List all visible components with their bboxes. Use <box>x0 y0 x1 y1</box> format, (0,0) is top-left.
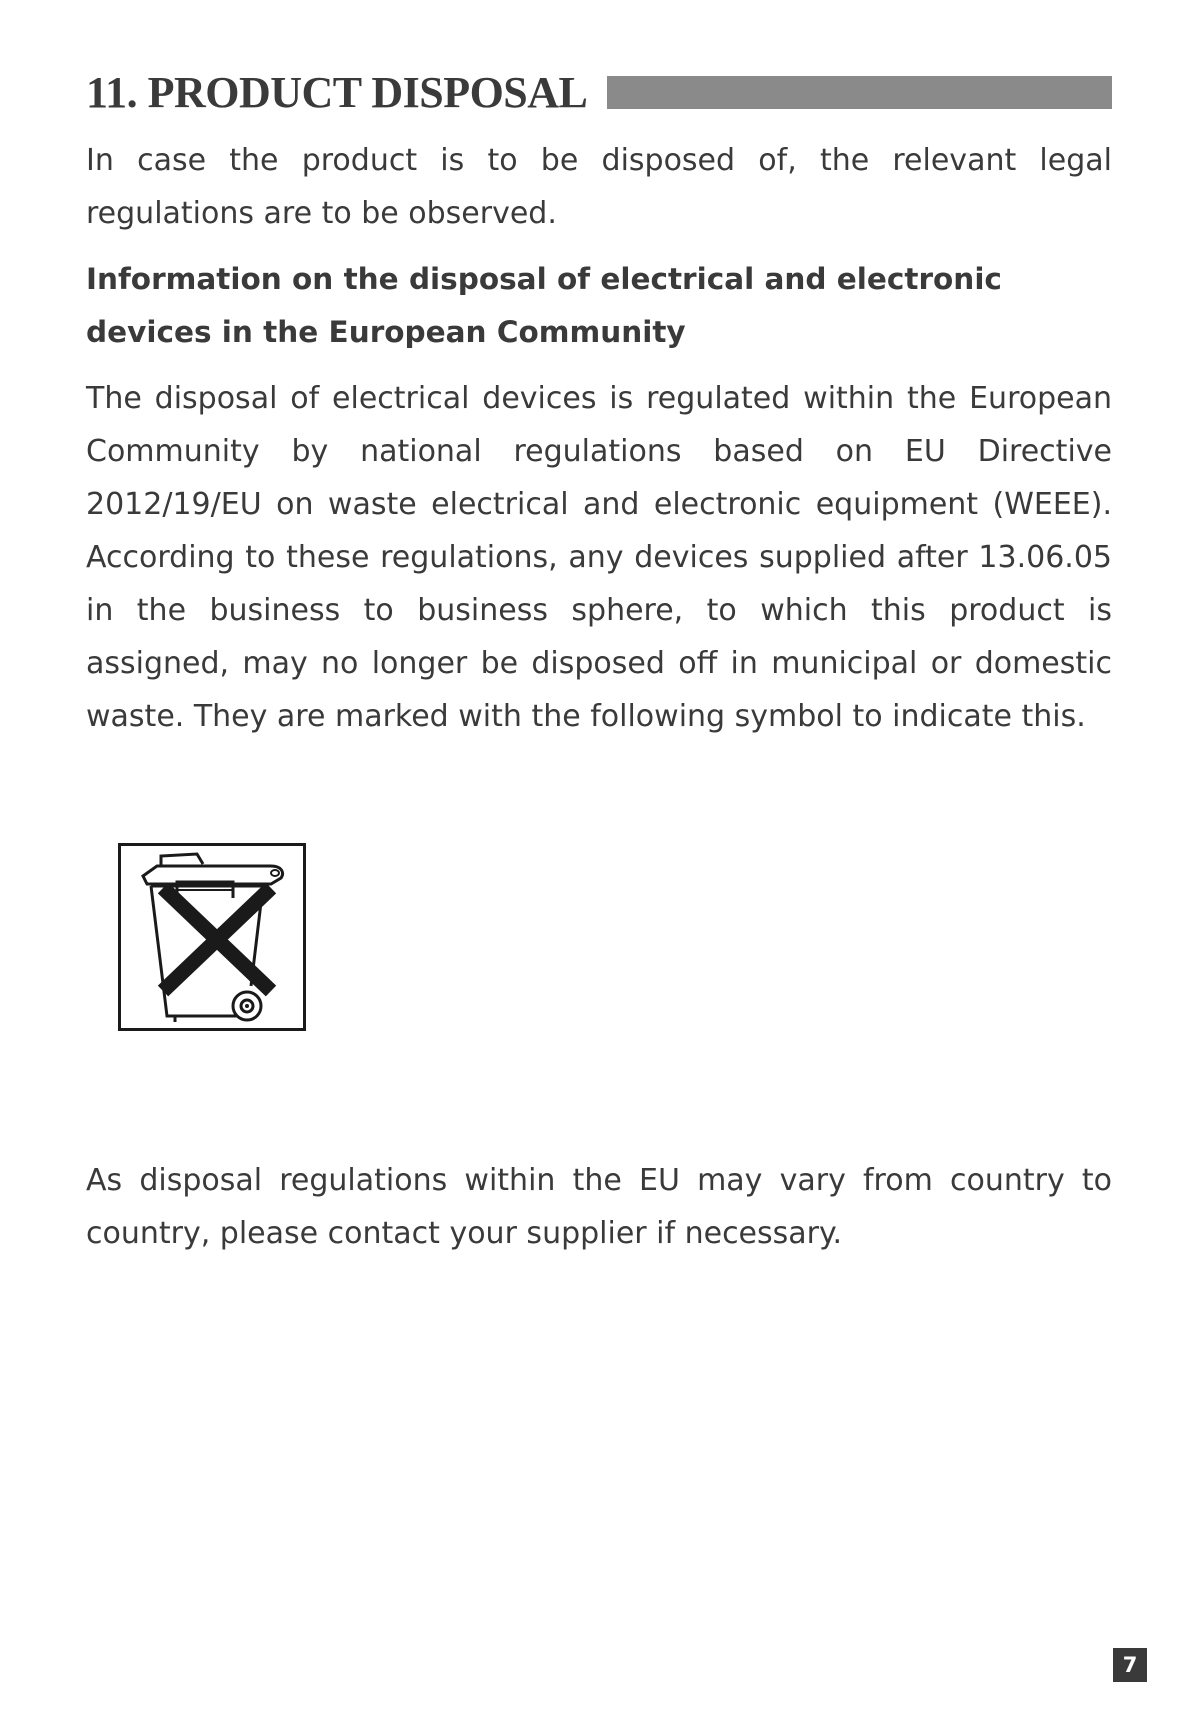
crossed-out-wheelie-bin-icon <box>121 846 303 1028</box>
heading-decorative-bar <box>607 76 1112 109</box>
closing-paragraph: As disposal regulations within the EU may vary from country to country, please contact your supplier if necessary. <box>86 1163 1112 1251</box>
eu-info-paragraph: The disposal of electrical devices is regulated within the European Community by national regulations based on EU Directive 2012/19/EU on waste electrical and electronic equipment (WEEE). According to these regulations, any devices supplied after 13.06.05 in the business to business sphere, to which this product is assigned, may no longer be disposed off in municipal or domestic waste. They are marked with the following symbol to indicate this. <box>86 381 1112 734</box>
eu-info-heading: Information on the disposal of electrical and electronic devices in the European Community <box>86 262 1002 349</box>
intro-paragraph: In case the product is to be disposed of, the relevant legal regulations are to be observed. <box>86 143 1112 231</box>
page-number-badge: 7 <box>1113 1648 1147 1682</box>
section-heading-row <box>86 62 1112 122</box>
page-title: 11. PRODUCT DISPOSAL <box>86 67 588 117</box>
weee-symbol-frame <box>118 843 306 1031</box>
